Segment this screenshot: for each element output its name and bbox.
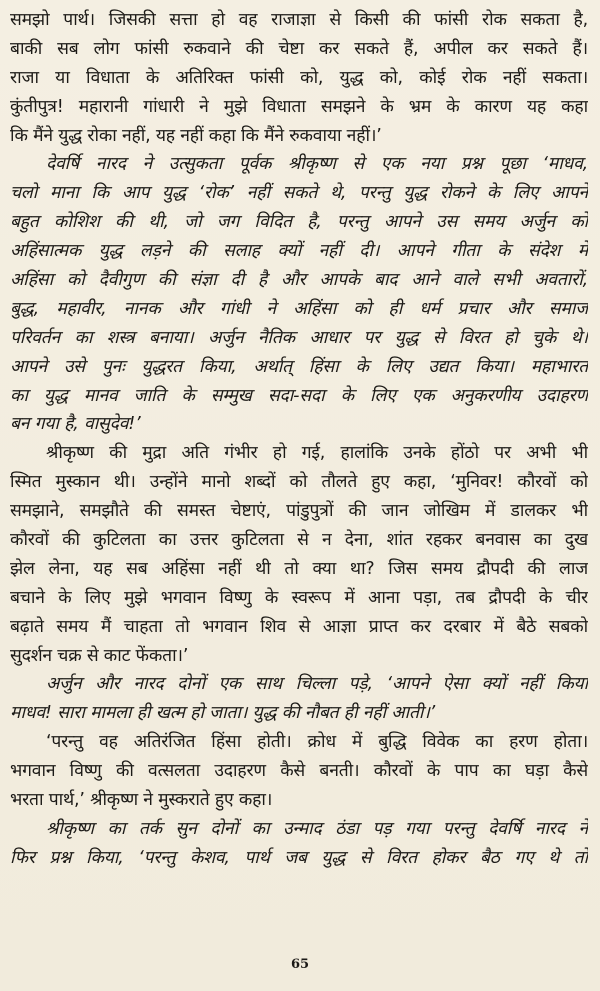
text-line: चलो माना कि आप युद्ध ‘रोक’ नहीं सकते थे, परन्तु युद्ध रोकने के लिए आपने — [10, 183, 588, 204]
text-line: श्रीकृष्ण का तर्क सुन दोनों का उन्माद ठंडा पड़ गया परन्तु देवर्षि नारद ने — [46, 818, 588, 839]
text-line: माधव! सारा मामला ही खत्म हो जाता। युद्ध की नौबत ही नहीं आती।’ — [10, 703, 436, 724]
text-line: अहिंसात्मक युद्ध लड़ने की सलाह क्यों नहीं दी। आपने गीता के संदेश में — [10, 241, 588, 262]
text-line: बाकी सब लोग फांसी रुकवाने की चेष्टा कर सकते हैं, अपील कर सकते हैं। — [10, 38, 588, 59]
text-line: स्मित मुस्कान थी। उन्होंने मानो शब्दों को तौलते हुए कहा, ‘मुनिवर! कौरवों को — [10, 472, 588, 493]
text-line: झेल लेना, यह सब अहिंसा नहीं थी तो क्या था? जिस समय द्रौपदी की लाज — [10, 558, 588, 579]
text-line: राजा या विधाता के अतिरिक्त फांसी को, युद्ध को, कोई रोक नहीं सकता। — [10, 67, 588, 88]
text-line: देवर्षि नारद ने उत्सुकता पूर्वक श्रीकृष्ण से एक नया प्रश्न पूछा ‘माधव, — [46, 154, 588, 175]
text-line: बुद्ध, महावीर, नानक और गांधी ने अहिंसा को ही धर्म प्रचार और समाज — [10, 298, 588, 319]
text-line: भगवान विष्णु की वत्सलता उदाहरण कैसे बनती। कौरवों के पाप का घड़ा कैसे — [10, 761, 588, 782]
text-line: फिर प्रश्न किया, ‘परन्तु केशव, पार्थ जब युद्ध से विरत होकर बैठ गए थे तो — [10, 847, 588, 868]
text-line: कुंतीपुत्र! महारानी गांधारी ने मुझे विधाता समझने के भ्रम के कारण यह कहा — [10, 96, 588, 117]
text-line: श्रीकृष्ण की मुद्रा अति गंभीर हो गई, हालांकि उनके होंठो पर अभी भी — [46, 443, 588, 464]
text-line: कि मैंने युद्ध रोका नहीं, यह नहीं कहा कि मैंने रुकवाया नहीं।’ — [10, 125, 382, 146]
text-line: बचाने के लिए मुझे भगवान विष्णु के स्वरूप में आना पड़ा, तब द्रौपदी के चीर — [10, 587, 588, 608]
text-line: अहिंसा को दैवीगुण की संज्ञा दी है और आपके बाद आने वाले सभी अवतारों, — [10, 270, 588, 291]
text-line: समझो पार्थ। जिसकी सत्ता हो वह राजाज्ञा से किसी की फांसी रोक सकता है, — [10, 10, 588, 30]
text-line: भरता पार्थ,’ श्रीकृष्ण ने मुस्कराते हुए कहा। — [10, 790, 273, 811]
text-line: बन गया है, वासुदेव!’ — [10, 414, 141, 435]
text-line: कौरवों की कुटिलता का उत्तर कुटिलता से न देना, शांत रहकर बनवास का दुख — [10, 530, 588, 551]
text-line: आपने उसे पुनः युद्धरत किया, अर्थात् हिंसा के लिए उद्यत किया। महाभारत — [10, 356, 588, 377]
text-line: समझाने, समझौते की समस्त चेष्टाएं, पांडुपुत्रों की जान जोखिम में डालकर भी — [10, 501, 588, 522]
text-line: अर्जुन और नारद दोनों एक साथ चिल्ला पड़े, ‘आपने ऐसा क्यों नहीं किया — [46, 674, 588, 695]
text-line: बहुत कोशिश की थी, जो जग विदित है, परन्तु आपने उस समय अर्जुन को — [10, 212, 588, 233]
page-body-text — [10, 6, 588, 873]
text-line: परिवर्तन का शस्त्र बनाया। अर्जुन नैतिक आधार पर युद्ध से विरत हो चुके थे। — [10, 327, 588, 348]
text-line: का युद्ध मानव जाति के सम्मुख सदा-सदा के लिए एक अनुकरणीय उदाहरण — [10, 385, 588, 406]
page-number: 65 — [290, 957, 310, 972]
text-line: बढ़ाते समय मैं चाहता तो भगवान शिव से आज्ञा प्राप्त कर दरबार में बैठे सबको — [10, 616, 588, 637]
text-line: सुदर्शन चक्र से काट फेंकता।’ — [10, 645, 189, 666]
text-line: ‘परन्तु वह अतिरंजित हिंसा होती। क्रोध में बुद्धि विवेक का हरण होता। — [46, 732, 588, 753]
